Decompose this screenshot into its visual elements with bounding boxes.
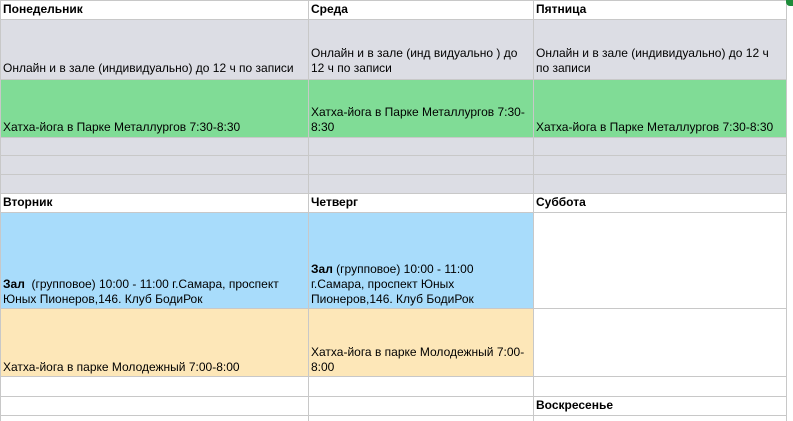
cell-friday-yoga[interactable]: Хатха-йога в Парке Металлургов 7:30-8:30	[536, 120, 774, 134]
cell-tuesday-hall[interactable]	[0, 212, 308, 308]
cell-thursday-hall-text	[311, 262, 530, 307]
header-sunday[interactable]: Воскресенье	[536, 398, 614, 412]
header-tuesday[interactable]: Вторник	[3, 195, 53, 209]
header-thursday[interactable]: Четверг	[311, 195, 359, 209]
header-monday[interactable]: Понедельник	[3, 2, 83, 16]
hall-details: (групповое) 10:00 - 11:00 г.Самара, проспект Юных Пионеров,146. Клуб БодиРок	[3, 277, 283, 306]
header-wednesday[interactable]: Среда	[311, 2, 348, 16]
header-friday[interactable]: Пятница	[536, 2, 587, 16]
cell-wednesday-yoga[interactable]: Хатха-йога в Парке Металлургов 7:30-8:30	[311, 105, 525, 134]
hall-details: (групповое) 10:00 - 11:00 г.Самара, проспект Юных Пионеров,146. Клуб БодиРок	[311, 262, 477, 306]
cell-tuesday-hall-text	[3, 277, 305, 307]
selection-handle-icon[interactable]	[786, 0, 793, 6]
cell-wednesday-online[interactable]: Онлайн и в зале (инд видуально ) до 12 ч по записи	[311, 46, 518, 75]
cell-friday-online[interactable]: Онлайн и в зале (индивидуально) до 12 ч по записи	[536, 46, 769, 75]
cell-monday-online[interactable]: Онлайн и в зале (индивидуально) до 12 ч по записи	[3, 61, 294, 75]
gray-band-empty	[0, 137, 786, 193]
cell-thursday-yoga[interactable]: Хатха-йога в парке Молодежный 7:00-8:00	[311, 345, 525, 374]
cell-thursday-hall[interactable]	[308, 212, 533, 308]
hall-label: Зал	[3, 277, 25, 291]
cell-monday-yoga[interactable]: Хатха-йога в Парке Металлургов 7:30-8:30	[3, 120, 241, 134]
cell-tuesday-yoga[interactable]: Хатха-йога в парке Молодежный 7:00-8:00	[3, 360, 240, 374]
hall-label: Зал	[311, 262, 333, 276]
header-saturday[interactable]: Суббота	[536, 195, 586, 209]
